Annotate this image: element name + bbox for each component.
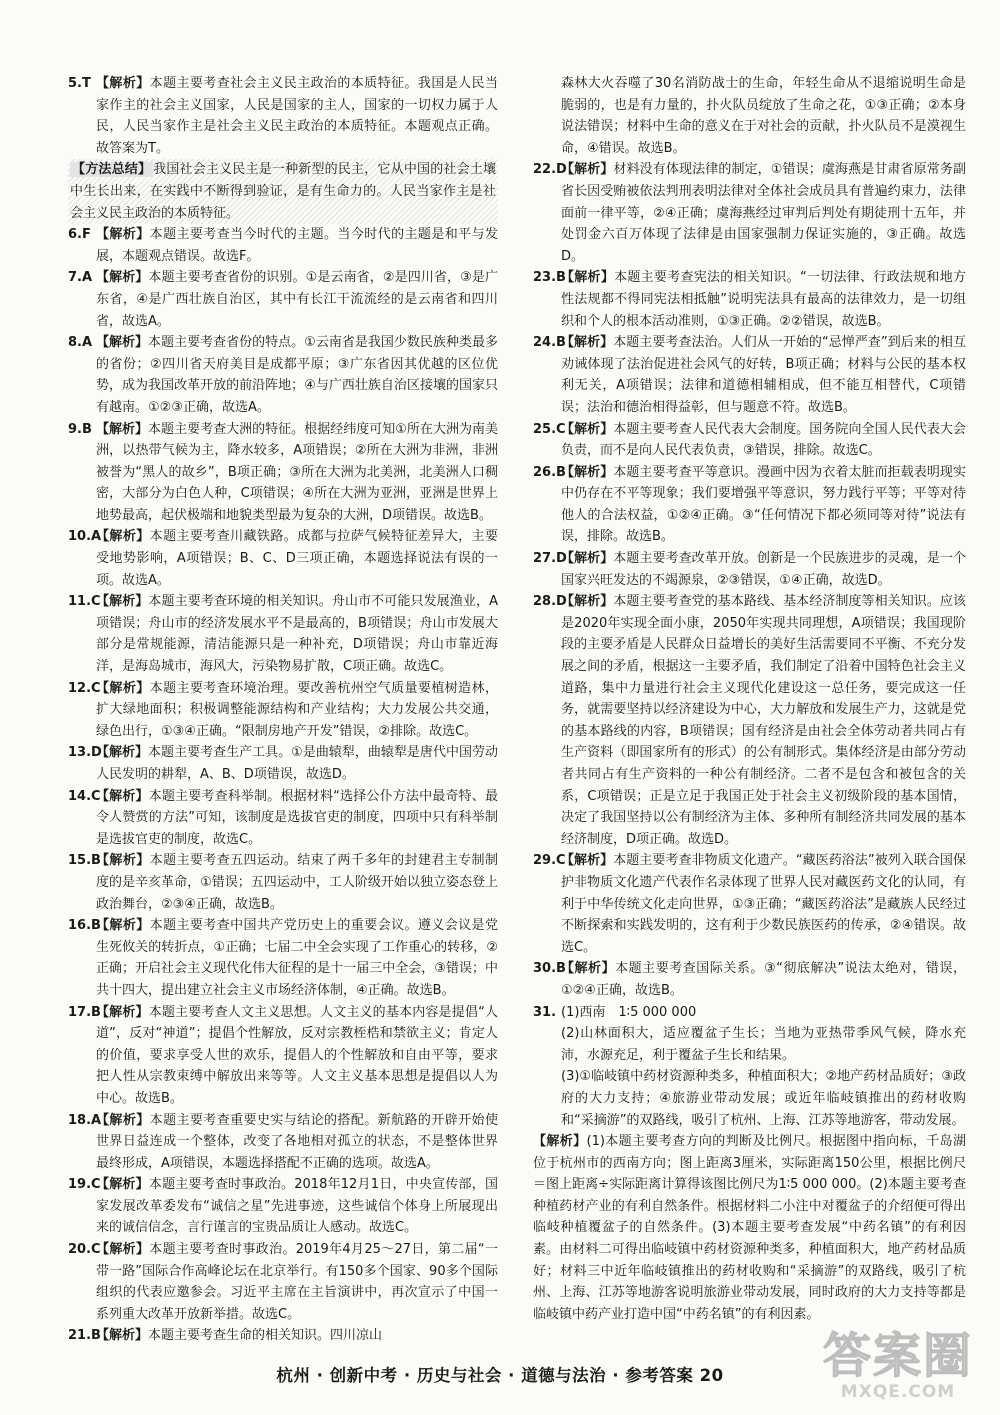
item-number: 20.C [68,1242,101,1258]
analysis-text: 本题主要考查社会主义民主政治的本质特征。我国是人民当家作主的社会主义国家，人民是国家的主人，国家的一切权力属于人民，人民当家作主是社会主义民主政治的本质特征。本题观点正确。故答案为T。 [96,76,498,156]
analysis-tag: 【解析】 [96,788,149,804]
answer-item-14 [68,786,498,851]
analysis-text: 材料没有体现法律的制定，①错误；虞海燕是甘肃省原常务副省长因受贿被依法判刑表明法律对全体社会成员具有普遍约束力，法律面前一律平等，②④正确；虞海燕经过审判后判处有期徒刑十五年，并处罚金六百万体现了法律是由国家强制力保证实施的，③正确。故选D。 [561,162,966,264]
analysis-text: 本题主要考查五四运动。结束了两千多年的封建君主专制制度的是辛亥革命，①错误；五四运动中，工人阶级开始以独立姿态登上政治舞台，②③④正确，故选B。 [96,853,498,912]
analysis-text: 本题主要考查环境治理。要改善杭州空气质量要植树造林，扩大绿地面积；积极调整能源结构和产业结构；大力发展公共交通，绿色出行，①③④正确。“限制房地产开发”错误，②排除。故选C。 [96,680,498,739]
answer-item-30 [533,958,966,1001]
answer-item-17 [68,1002,498,1110]
analysis-text: 本题主要考查人文主义思想。人文主义的基本内容是提倡“人道”，反对“神道”；提倡个性解放，反对宗教桎梏和禁欲主义；肯定人的价值，要求享受人世的欢乐，提倡人的个性解放和自由平等，要求把人性从宗教束缚中解放出来等等。人文主义基本思想是提倡以人为中心。故选B。 [96,1004,498,1106]
answer-item-10 [68,526,498,591]
analysis-tag: 【解析】 [96,918,150,934]
analysis-tag: 【解析】 [561,464,614,480]
analysis-text: 本题主要考查非物质文化遗产。“藏医药浴法”被列入联合国保护非物质文化遗产代表作名录体现了世界人民对藏医药文化的认同，有利于中华传统文化走向世界，①③正确；“藏医药浴法”是藏族人民经过不断探索和实践发明的，这有利于少数民族医药的传承，②④错误。故选C。 [561,853,966,955]
analysis-tag: 【解析】 [96,1328,149,1344]
item-number: 24.B [533,335,566,351]
answer-item-5 [68,73,498,159]
analysis-tag: 【解析】 [533,1134,587,1150]
item-number: 8.A [68,335,93,351]
analysis-text: 本题主要考查宪法的相关知识。“一切法律、行政法规和地方性法规都不得同宪法相抵触”说明宪法具有最高的法律效力，是一切组织和个人的根本活动准则，①③正确。②②错误，故选B。 [561,270,966,329]
answer-item-6 [68,224,498,267]
item-number: 22.D [533,162,567,178]
analysis-tag: 【解析】 [96,76,150,91]
analysis-text: 本题主要考查当今时代的主题。当今时代的主题是和平与发展，本题观点错误。故选F。 [96,227,498,264]
item-number: 31. [533,1004,557,1020]
method-summary-tag: 【方法总结】 [72,162,152,178]
answer-item-9 [68,419,498,527]
analysis-tag: 【解析】 [96,853,150,869]
analysis-tag: 【解析】 [561,335,614,351]
item-number: 19.C [68,1177,101,1193]
item-number: 17.B [68,1004,101,1020]
analysis-text: 本题主要考查环境的相关知识。舟山市不可能只发展渔业，A项错误；舟山市的经济发展水平不是最高的，B项错误；舟山市发展大部分是常规能源，清洁能源只是一种补充，D项错误；舟山市靠近海洋，是海岛城市，海风大，污染物易扩散，C项正确。故选C。 [96,594,498,675]
analysis-tag: 【解析】 [561,961,616,977]
analysis-tag: 【解析】 [561,853,614,869]
item-number: 30.B [533,961,566,977]
item-number: 21.B [68,1328,101,1344]
item-number: 14.C [68,788,101,804]
analysis-text: 本题主要考查时事政治。2018年12月1日，中央宣传部，国家发展改革委发布“诚信之星”先进事迹，这些诚信个体身上所展现出来的诚信信念，言行谨言的宝贵品质让人感动。故选C。 [96,1177,498,1236]
answer-item-31-part1 [533,1002,966,1024]
analysis-tag: 【解析】 [96,421,149,437]
q31-answer-1: (1)西南 1∶5 000 000 [561,1004,697,1020]
method-summary-box [68,159,498,224]
answer-item-13 [68,742,498,785]
item-number: 26.B [533,464,566,480]
item-number: 29.C [533,853,566,869]
watermark-logo-text: 答案圈 [823,1328,974,1384]
analysis-tag: 【解析】 [96,1242,150,1258]
answer-item-16 [68,915,498,1001]
answer-item-23 [533,267,966,332]
analysis-text: 本题主要考查省份的识别。①是云南省，②是四川省，③是广东省，④是广西壮族自治区，其中有长江干流流经的是云南省和四川省，故选A。 [96,270,498,329]
answer-item-15 [68,850,498,915]
answer-item-21-continued: 森林大火吞噬了30名消防战士的生命，年轻生命从不退缩说明生命是脆弱的，也是有力量的，扑火队员绽放了生命之花，①③正确；②本身说法错误；材料中生命的意义在于对社会的贡献，扑火队员不是漠视生命，④错误。故选B。 [561,76,966,156]
analysis-text: 本题主要考查科举制。根据材料“选择公仆方法中最奇特、最令人赞赏的方法”可知，该制度是选拔官吏的制度，四项中只有科举制是选拔官吏的制度，故选C。 [96,788,498,847]
answer-item-27 [533,548,966,591]
analysis-text: 本题主要考查重要史实与结论的搭配。新航路的开辟开始使世界日益连成一个整体，改变了各地相对孤立的状态，不是整体世界最终形成，A项错误，本题选择搭配不正确的选项。故选A。 [96,1112,498,1171]
analysis-tag: 【解析】 [96,529,150,545]
analysis-text: 本题主要考查改革开放。创新是一个民族进步的灵魂，是一个国家兴旺发达的不竭源泉，②③错误，①④正确，故选D。 [561,551,966,588]
analysis-text: 本题主要考查川藏铁路。成都与拉萨气候特征差异大，主要受地势影响，A项错误；B、C、D三项正确，本题选择说法有误的一项。故选A。 [96,529,498,588]
answer-item-11 [68,591,498,677]
answer-item-29 [533,850,966,958]
analysis-text: 本题主要考查大洲的特征。根据经纬度可知①所在大洲为南美洲，以热带气候为主，降水较多，A项错误；②所在大洲为非洲，非洲被誉为“黑人的故乡”，B项正确；③所在大洲为北美洲，北美洲人口稠密，大部分为白色人种，C项错误；④所在大洲为亚洲，亚洲是世界上地势最高，起伏极端和地貌类型最为复杂的大洲，D项错误。故选B。 [96,421,498,523]
analysis-tag: 【解析】 [96,335,149,351]
answer-item-7 [68,267,498,332]
q31-analysis [533,1131,966,1325]
answer-item-22 [533,159,966,267]
item-number: 23.B [533,270,566,286]
answer-item-25 [533,419,966,462]
item-number: 12.C [68,680,101,696]
analysis-text: 本题主要考查国际关系。③“彻底解决”说法太绝对，错误，①②④正确，故选B。 [561,961,966,998]
item-number: 18.A [68,1112,102,1128]
answer-item-18 [68,1110,498,1175]
item-number: 6.F [68,227,91,243]
answer-item-19 [68,1174,498,1239]
analysis-text: 本题主要考查人民代表大会制度。国务院向全国人民代表大会负责，而不是向人民代表负责，③错误，排除。故选C。 [561,421,966,459]
site-watermark [823,1330,973,1406]
item-number: 27.D [533,551,567,567]
watermark-url: MXQE.COM [840,1382,956,1402]
answer-item-24 [533,332,966,418]
analysis-tag: 【解析】 [96,227,150,243]
item-number: 15.B [68,853,101,869]
analysis-tag: 【解析】 [561,162,614,178]
analysis-tag: 【解析】 [561,270,615,286]
analysis-tag: 【解析】 [96,270,149,286]
right-column [533,73,966,1325]
analysis-text: 本题主要考查平等意识。漫画中因为衣着太脏而拒载表明现实中仍存在不平等现象；我们要增强平等意识，努力践行平等；平等对待他人的合法权益，①②④正确。③“任何情况下都必须同等对待”说法有误，排除。故选B。 [561,464,966,545]
answer-item-26 [533,462,966,548]
analysis-tag: 【解析】 [561,594,614,610]
analysis-tag: 【解析】 [96,1112,150,1128]
analysis-text: 本题主要考查时事政治。2019年4月25～27日，第二届“一带一路”国际合作高峰论坛在北京举行。有150多个国家、90多个国际组织的代表应邀参会。习近平主席在主旨演讲中，再次宣示了中国一系列重大改革开放新举措。故选C。 [96,1242,498,1322]
method-summary-text: 我国社会主义民主是一种新型的民主，它从中国的社会土壤中生长出来，在实践中不断得到验证，是有生命力的。人民当家作主是社会主义民主政治的本质特征。 [70,162,496,221]
q31-answer-2: (2)山林面积大，适应覆盆子生长；当地为亚热带季风气候，降水充沛，水源充足，利于覆盆子生长和结果。 [561,1026,966,1063]
analysis-text: 本题主要考查法治。人们从一开始的“忌惮严查”到后来的相互劝诫体现了法治促进社会风气的好转，B项正确；材料与公民的基本权利无关，A项错误；法律和道德相辅相成，但不能互相替代，C项错误；法治和德治相得益彰，但与题意不符。故选B。 [561,335,966,415]
analysis-tag: 【解析】 [96,594,149,610]
left-column [68,73,498,1347]
item-number: 13.D [68,745,102,761]
answer-item-21 [68,1325,498,1347]
q31-answer-3: (3)①临岐镇中药材资源种类多，种植面积大；②地产药材品质好；③政府的大力支持；④旅游业带动发展；或近年临岐镇推出的药材收购和“采摘游”的双路线，吸引了杭州、上海、江苏等地游客，带动发展。 [561,1069,966,1128]
analysis-text: 本题主要考查生产工具。①是曲辕犁，曲辕犁是唐代中国劳动人民发明的耕犁，A、B、D项错误，故选D。 [96,745,498,782]
item-number: 11.C [68,594,101,610]
analysis-tag: 【解析】 [561,551,614,567]
answer-item-20 [68,1239,498,1325]
analysis-tag: 【解析】 [96,1004,149,1020]
item-number: 28.D [533,594,567,610]
item-number: 10.A [68,529,102,545]
item-number: 5.T [68,76,91,91]
analysis-tag: 【解析】 [96,680,150,696]
analysis-tag: 【解析】 [96,745,149,761]
analysis-text: 本题主要考查党的基本路线、基本经济制度等相关知识。应该是2020年实现全面小康，2050年实现共同理想，A项错误；我国现阶段的主要矛盾是人民群众日益增长的美好生活需要同不平衡、不充分发展之间的矛盾，根据这一主要矛盾，我们制定了沿着中国特色社会主义道路，集中力量进行社会主义现代化建设这一总任务，要完成这一任务，就需要坚持以经济建设为中心，大力解放和发展生产力，这就是党的基本路线的内容，B项错误；国有经济是由社会全体劳动者共同占有生产资料（即国家所有的形式）的公有制形式。集体经济是由部分劳动者共同占有生产资料的一种公有制经济。二者不是包含和被包含的关系，C项错误；正是立足于我国正处于社会主义初级阶段的基本国情，决定了我国坚持以公有制经济为主体、多种所有制经济共同发展的基本经济制度，D项正确。故选D。 [561,594,966,847]
answer-item-12 [68,678,498,743]
answer-item-28 [533,591,966,850]
item-number: 25.C [533,421,566,437]
analysis-tag: 【解析】 [96,1177,149,1193]
page-footer: 杭州 · 创新中考 · 历史与社会 · 道德与法治 · 参考答案 20 [276,1366,724,1385]
analysis-text: 本题主要考查省份的特点。①云南省是我国少数民族种类最多的省份；②四川省天府美目是成都平原；③广东省因其优越的区位优势，成为我国改革开放的前沿阵地；④与广西壮族自治区接壤的国家只有越南。①②③正确，故选A。 [96,335,498,415]
answer-item-8 [68,332,498,418]
analysis-text: 本题主要考查生命的相关知识。四川凉山 [148,1328,383,1344]
analysis-text: 本题主要考查中国共产党历史上的重要会议。遵义会议是党生死攸关的转折点，①正确；七届二中全会实现了工作重心的转移，②正确；开启社会主义现代化伟大征程的是十一届三中全会，③错误；中共十四大，提出建立社会主义市场经济体制，④正确。故选B。 [96,918,498,998]
item-number: 7.A [68,270,93,286]
analysis-text: (1)本题主要考查方向的判断及比例尺。根据图中指向标，千岛湖位于杭州市的西南方向；图上距离3厘米，实际距离150公里，根据比例尺＝图上距离÷实际距离计算得该图比例尺为1∶5 000 000。(2)本题主要考查种植药材产业的有利自然条件。根据材料二小注中对覆盆子的介绍便可得出临岐种植覆盆子的自然条件。(3)本题主要考查发展“中药名镇”的有利因素。由材料二可得出临岐镇中药材资源种类多，种植面积大，地产药材品质好；材料三中近年临岐镇推出的药材收购和“采摘游”的双路线，吸引了杭州、上海、江苏等地游客说明旅游业带动发展，同时政府的大力支持等都是临岐镇中药产业打造中国“中药名镇”的有利因素。 [533,1134,966,1322]
item-number: 9.B [68,421,92,437]
analysis-tag: 【解析】 [561,421,614,437]
item-number: 16.B [68,918,101,934]
